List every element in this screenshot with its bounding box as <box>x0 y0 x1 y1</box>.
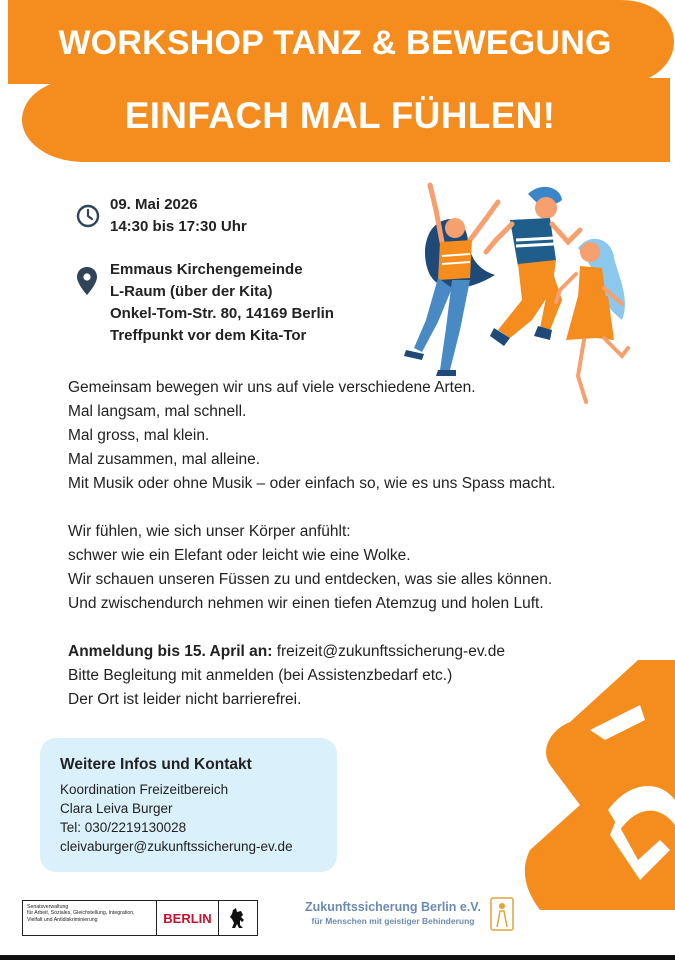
registration-email-link[interactable]: freizeit@zukunftssicherung-ev.de <box>276 643 505 660</box>
contact-box <box>40 738 337 872</box>
registration-label: Anmeldung bis 15. April an: <box>68 643 273 660</box>
page-subtitle: EINFACH MAL FÜHLEN! <box>124 95 556 136</box>
event-date: 09. Mai 2026 <box>110 196 198 213</box>
organisation-logo <box>305 900 481 926</box>
location-line: L-Raum (über der Kita) <box>110 283 273 300</box>
organisation-tagline: für Menschen mit geistiger Behinderung <box>311 916 475 926</box>
event-datetime <box>110 194 247 238</box>
contact-department: Koordination Freizeitbereich <box>60 782 229 797</box>
description-paragraph-2 <box>68 520 552 616</box>
contact-person: Clara Leiva Burger <box>60 801 173 816</box>
contact-title: Weitere Infos und Kontakt <box>60 756 252 773</box>
event-location <box>110 259 334 347</box>
registration-note: Bitte Begleitung mit anmelden (bei Assistenzbedarf etc.) <box>68 667 453 684</box>
contact-email[interactable]: cleivaburger@zukunftssicherung-ev.de <box>60 839 293 854</box>
organisation-name: Zukunftssicherung Berlin e.V. <box>305 900 481 914</box>
text-line: Und zwischendurch nehmen wir einen tiefen Atemzug und holen Luft. <box>68 595 544 612</box>
decorative-graphic <box>520 660 675 910</box>
page-title: WORKSHOP TANZ & BEWEGUNG <box>58 24 612 62</box>
location-line: Emmaus Kirchengemeinde <box>110 261 303 278</box>
organisation-emblem-icon <box>490 897 514 935</box>
text-line: Mal gross, mal klein. <box>68 427 210 444</box>
text-line: Mit Musik oder ohne Musik – oder einfach so, wie es uns Spass macht. <box>68 475 556 492</box>
clock-icon <box>76 204 100 228</box>
page-bottom-border <box>0 955 675 960</box>
text-line: Mal zusammen, mal alleine. <box>68 451 261 468</box>
text-line: Mal langsam, mal schnell. <box>68 403 247 420</box>
text-line: Gemeinsam bewegen wir uns auf viele verschiedene Arten. <box>68 379 476 396</box>
map-pin-icon <box>76 266 98 296</box>
senate-logo <box>22 900 258 936</box>
event-time: 14:30 bis 17:30 Uhr <box>110 218 247 235</box>
location-line: Treffpunkt vor dem Kita-Tor <box>110 327 307 344</box>
description-paragraph-1 <box>68 376 556 496</box>
dancers-illustration <box>400 180 640 405</box>
senate-logo-text: Senatsverwaltung für Arbeit, Soziales, Gleichstellung, Integration, Vielfalt und Antidiskriminierung <box>23 901 157 935</box>
berlin-bear-icon <box>219 901 257 935</box>
location-line: Onkel-Tom-Str. 80, 14169 Berlin <box>110 305 334 322</box>
registration-info <box>68 640 505 712</box>
berlin-wordmark: BERLIN <box>157 901 219 935</box>
text-line: Wir fühlen, wie sich unser Körper anfühlt: <box>68 523 351 540</box>
text-line: schwer wie ein Elefant oder leicht wie eine Wolke. <box>68 547 411 564</box>
text-line: Wir schauen unseren Füssen zu und entdecken, was sie alles können. <box>68 571 553 588</box>
contact-phone[interactable]: Tel: 030/2219130028 <box>60 820 187 835</box>
accessibility-note: Der Ort ist leider nicht barrierefrei. <box>68 691 302 708</box>
